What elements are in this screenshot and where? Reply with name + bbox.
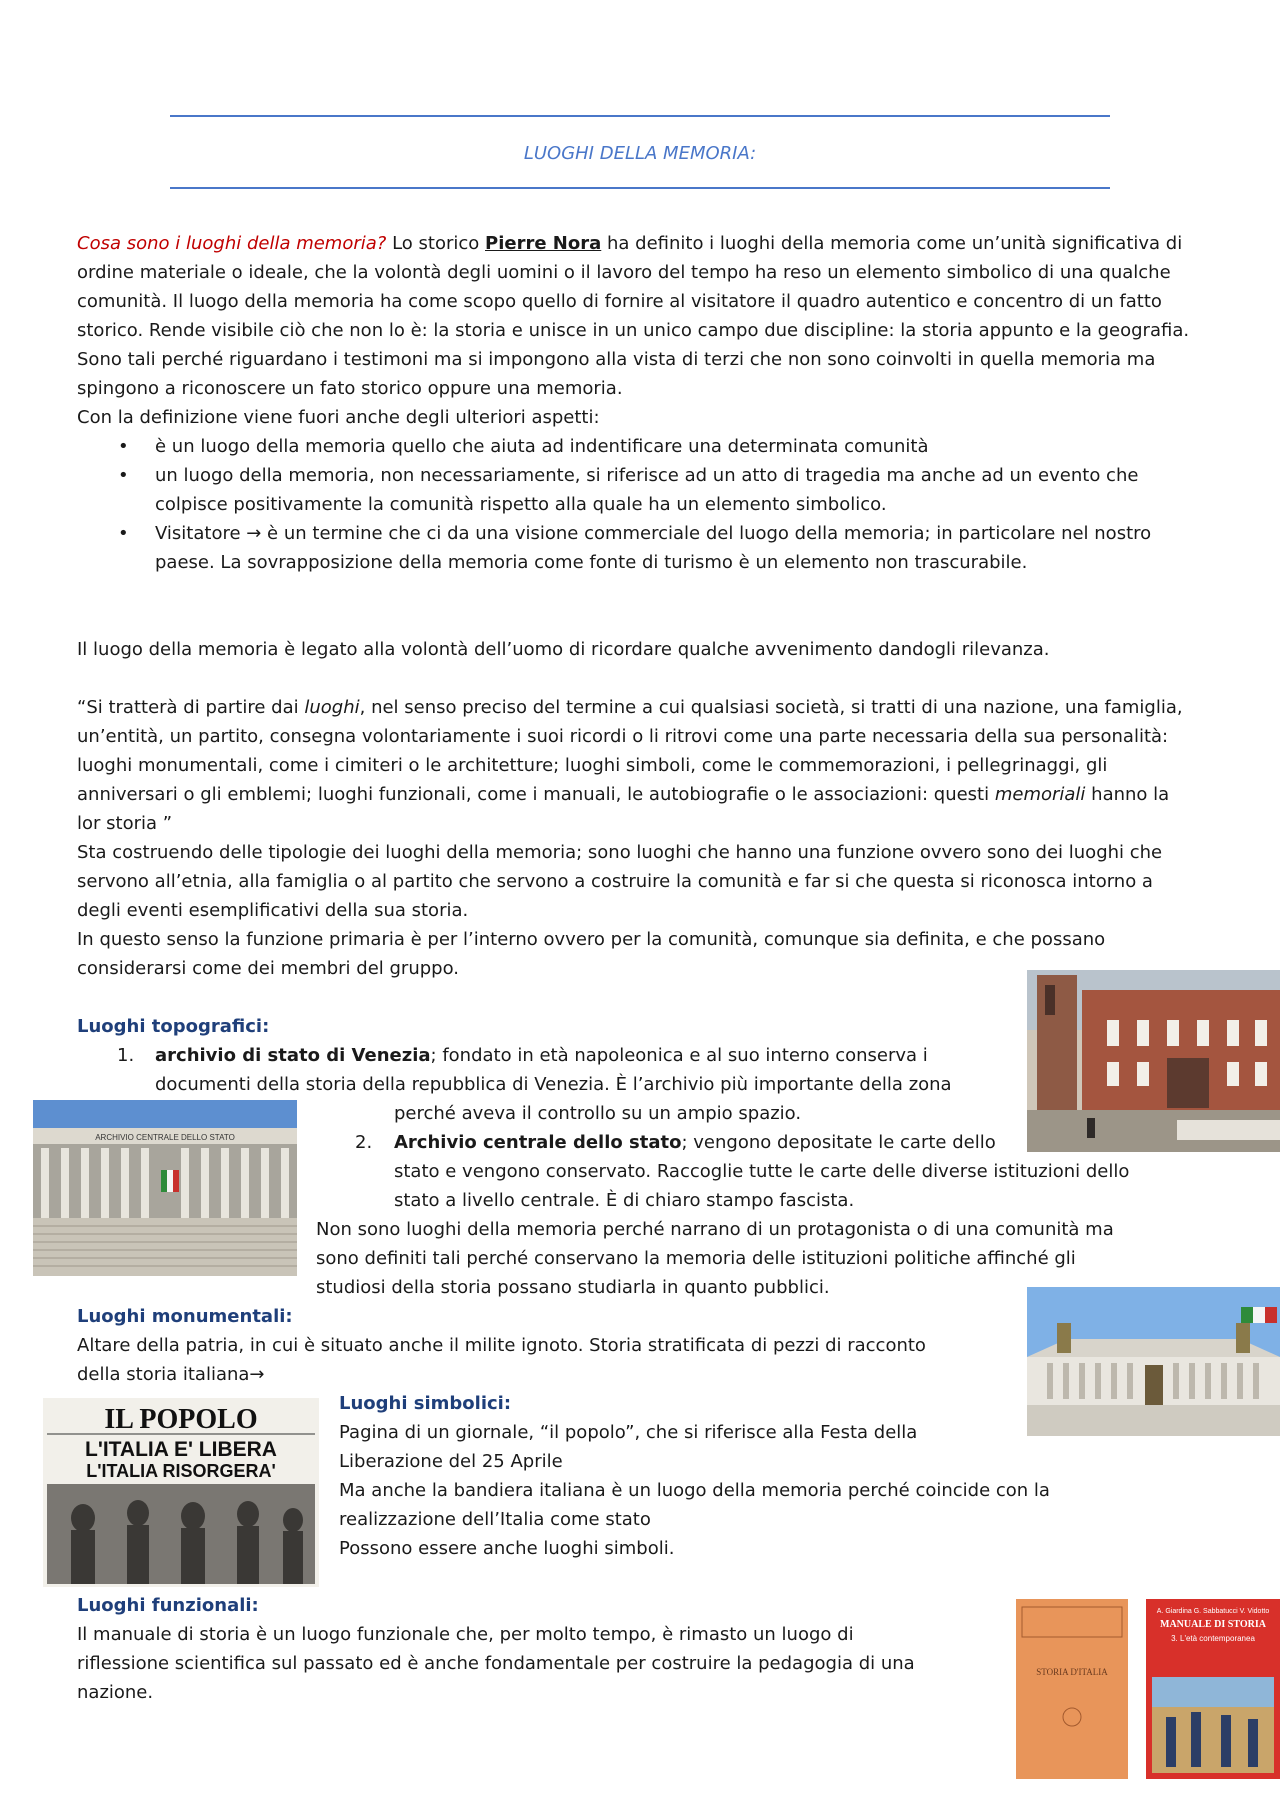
topo-number-2: 2. — [355, 1132, 373, 1153]
il-popolo-newspaper — [43, 1398, 319, 1587]
monu-line2: della storia italiana→ — [77, 1364, 265, 1385]
heading-simbolici: Luoghi simbolici: — [339, 1393, 512, 1414]
monu-line1: Altare della patria, in cui è situato anche il milite ignoto. Storia stratificata di pezzi di racconto — [77, 1335, 926, 1356]
topo-item-1-title: archivio di stato di Venezia — [155, 1045, 431, 1066]
intro-question: Cosa sono i luoghi della memoria? — [77, 233, 387, 254]
list-item — [77, 461, 1197, 519]
history-books-photo — [1016, 1597, 1280, 1780]
quote-paragraph-3: In questo senso la funzione primaria è per l’interno ovvero per la comunità, comunque sia definita, e che possano considerarsi come dei membri del gruppo. — [77, 929, 1106, 979]
quote-part-c: hanno la lor storia ” — [77, 784, 1170, 834]
simb-line4: realizzazione dell’Italia come stato — [339, 1509, 651, 1530]
topo-number-1: 1. — [117, 1045, 135, 1066]
heading-topografici: Luoghi topografici: — [77, 1016, 270, 1037]
book2-authors: A. Giardina G. Sabbatucci V. Vidotto — [1156, 1608, 1270, 1615]
simb-paragraph — [339, 1418, 1119, 1563]
topo-item-1 — [155, 1041, 1015, 1099]
funz-line1: Il manuale di storia è un luogo funzionale che, per molto tempo, è rimasto un luogo di — [77, 1624, 854, 1645]
list-item — [77, 432, 1197, 461]
page-title: LUOGHI DELLA MEMORIA: — [523, 143, 757, 164]
topo-paragraph-line1: Non sono luoghi della memoria perché narrano di un protagonista o di una comunità ma — [316, 1219, 1114, 1240]
intro-section — [77, 229, 1197, 577]
topo-item-1-text: ; fondato in età napoleonica e al suo interno conserva i — [430, 1045, 928, 1066]
intro-paragraph-2: Sono tali perché riguardano i testimoni ma si impongono alla vista di terzi che non sono coinvolti in quella memoria ma spingono a riconoscere un fato storico oppure una memoria. — [77, 349, 1156, 399]
simb-line5: Possono essere anche luoghi simboli. — [339, 1538, 675, 1559]
bullet-dot: • — [118, 523, 129, 544]
quote-paragraph — [77, 693, 1197, 838]
list-item-text: è un luogo della memoria quello che aiuta ad indentificare una determinata comunità — [155, 436, 929, 457]
simb-line1: Pagina di un giornale, “il popolo”, che si riferisce alla Festa della — [339, 1422, 918, 1443]
topo-item-2-line2: stato e vengono conservato. Raccoglie tutte le carte delle diverse istituzioni dello — [394, 1161, 1130, 1182]
funz-paragraph — [77, 1620, 1037, 1707]
venice-archive-photo — [1027, 970, 1280, 1152]
quote-italic-memoriali: memoriali — [994, 784, 1086, 805]
bullet-dot: • — [118, 465, 129, 486]
list-item — [77, 519, 1197, 577]
title-top-rule — [170, 115, 1110, 117]
will-paragraph: Il luogo della memoria è legato alla volontà dell’uomo di ricordare qualche avvenimento dandogli rilevanza. — [77, 639, 1050, 660]
simb-line2: Liberazione del 25 Aprile — [339, 1451, 563, 1472]
heading-funzionali: Luoghi funzionali: — [77, 1595, 259, 1616]
heading-monumentali: Luoghi monumentali: — [77, 1306, 293, 1327]
title-bottom-rule — [170, 187, 1110, 189]
topo-item-1-line1 — [155, 1041, 1015, 1070]
list-item-text: un luogo della memoria, non necessariamente, si riferisce ad un atto di tragedia ma anche ad un evento che colpisce positivamente la comunità rispetto alla quale ha un elemento simbolico. — [155, 465, 1139, 515]
topo-item-1-line3: perché aveva il controllo su un ampio spazio. — [394, 1103, 802, 1124]
monu-paragraph — [77, 1331, 1037, 1389]
altare-della-patria-photo — [1027, 1287, 1280, 1436]
intro-paragraph-3: Con la definizione viene fuori anche degli ulteriori aspetti: — [77, 407, 600, 428]
funz-line3: nazione. — [77, 1682, 154, 1703]
intro-paragraph — [77, 229, 1197, 345]
aspects-list — [77, 432, 1197, 577]
newspaper-masthead: IL POPOLO — [104, 1404, 258, 1435]
intro-rest: ha definito i luoghi della memoria come un’unità significativa di ordine materiale o ideale, che la volontà degli uomini o il lavoro del tempo ha reso un elemento simbolico di una qualche comunità. Il luogo della memoria ha come scopo quello di fornire al visitatore il quadro autentico e concentro di un fatto storico. Rende visibile ciò che non lo è: la storia e unisce in un unico campo due discipline: la storia appunto e la geografia. — [77, 233, 1190, 341]
simb-line3: Ma anche la bandiera italiana è un luogo della memoria perché coincide con la — [339, 1480, 1050, 1501]
topo-item-2-line3: stato a livello centrale. È di chiaro stampo fascista. — [394, 1190, 855, 1211]
topo-item-1-line2: documenti della storia della repubblica di Venezia. È l’archivio più importante della zona — [155, 1074, 952, 1095]
book1-title: STORIA D'ITALIA — [1036, 1667, 1108, 1677]
bullet-dot: • — [118, 436, 129, 457]
topo-item-2-text: ; vengono depositate le carte dello — [681, 1132, 996, 1153]
list-item-text: Visitatore → è un termine che ci da una visione commerciale del luogo della memoria; in particolare nel nostro paese. La sovrapposizione della memoria come fonte di turismo è un elemento non trascurabile. — [155, 523, 1152, 573]
intro-lead: Lo storico — [386, 233, 485, 254]
topo-paragraph-line3: studiosi della storia possano studiarla in quanto pubblici. — [316, 1277, 830, 1298]
quote-italic-luoghi: luoghi — [304, 697, 360, 718]
book2-subtitle: 3. L'età contemporanea — [1171, 1634, 1255, 1643]
topo-item-2-title: Archivio centrale dello stato — [394, 1132, 682, 1153]
archive-sign: ARCHIVIO CENTRALE DELLO STATO — [95, 1133, 235, 1142]
quote-part-a: “Si tratterà di partire dai — [77, 697, 305, 718]
author-name: Pierre Nora — [485, 233, 602, 254]
funz-line2: riflessione scientifica sul passato ed è anche fondamentale per costruire la pedagogia di una — [77, 1653, 915, 1674]
quote-section — [77, 693, 1197, 983]
quote-paragraph-2: Sta costruendo delle tipologie dei luoghi della memoria; sono luoghi che hanno una funzione ovvero sono dei luoghi che servono all’etnia, alla famiglia o al partito che servono a costruire la comunità e far si che questa si riconosca intorno a degli eventi esemplificativi della sua storia. — [77, 842, 1163, 921]
book2-title: MANUALE DI STORIA — [1160, 1619, 1266, 1630]
topo-paragraph-line2: sono definiti tali perché conservano la memoria delle istituzioni politiche affinché gli — [316, 1248, 1076, 1269]
quote-part-b: , nel senso preciso del termine a cui qualsiasi società, si tratti di una nazione, una famiglia, un’entità, un partito, consegna volontariamente i suoi ricordi o li ritrovi come una parte necessaria della sua personalità: luoghi monumentali, come i cimiteri o le architetture; luoghi simboli, come le commemorazioni, i pellegrinaggi, gli anniversari o gli emblemi; luoghi funzionali, come i manuali, le autobiografie o le associazioni: questi — [77, 697, 1183, 805]
newspaper-headline-2: L'ITALIA RISORGERA' — [86, 1461, 276, 1481]
central-archive-photo — [33, 1100, 297, 1276]
newspaper-headline-1: L'ITALIA E' LIBERA — [85, 1438, 277, 1461]
